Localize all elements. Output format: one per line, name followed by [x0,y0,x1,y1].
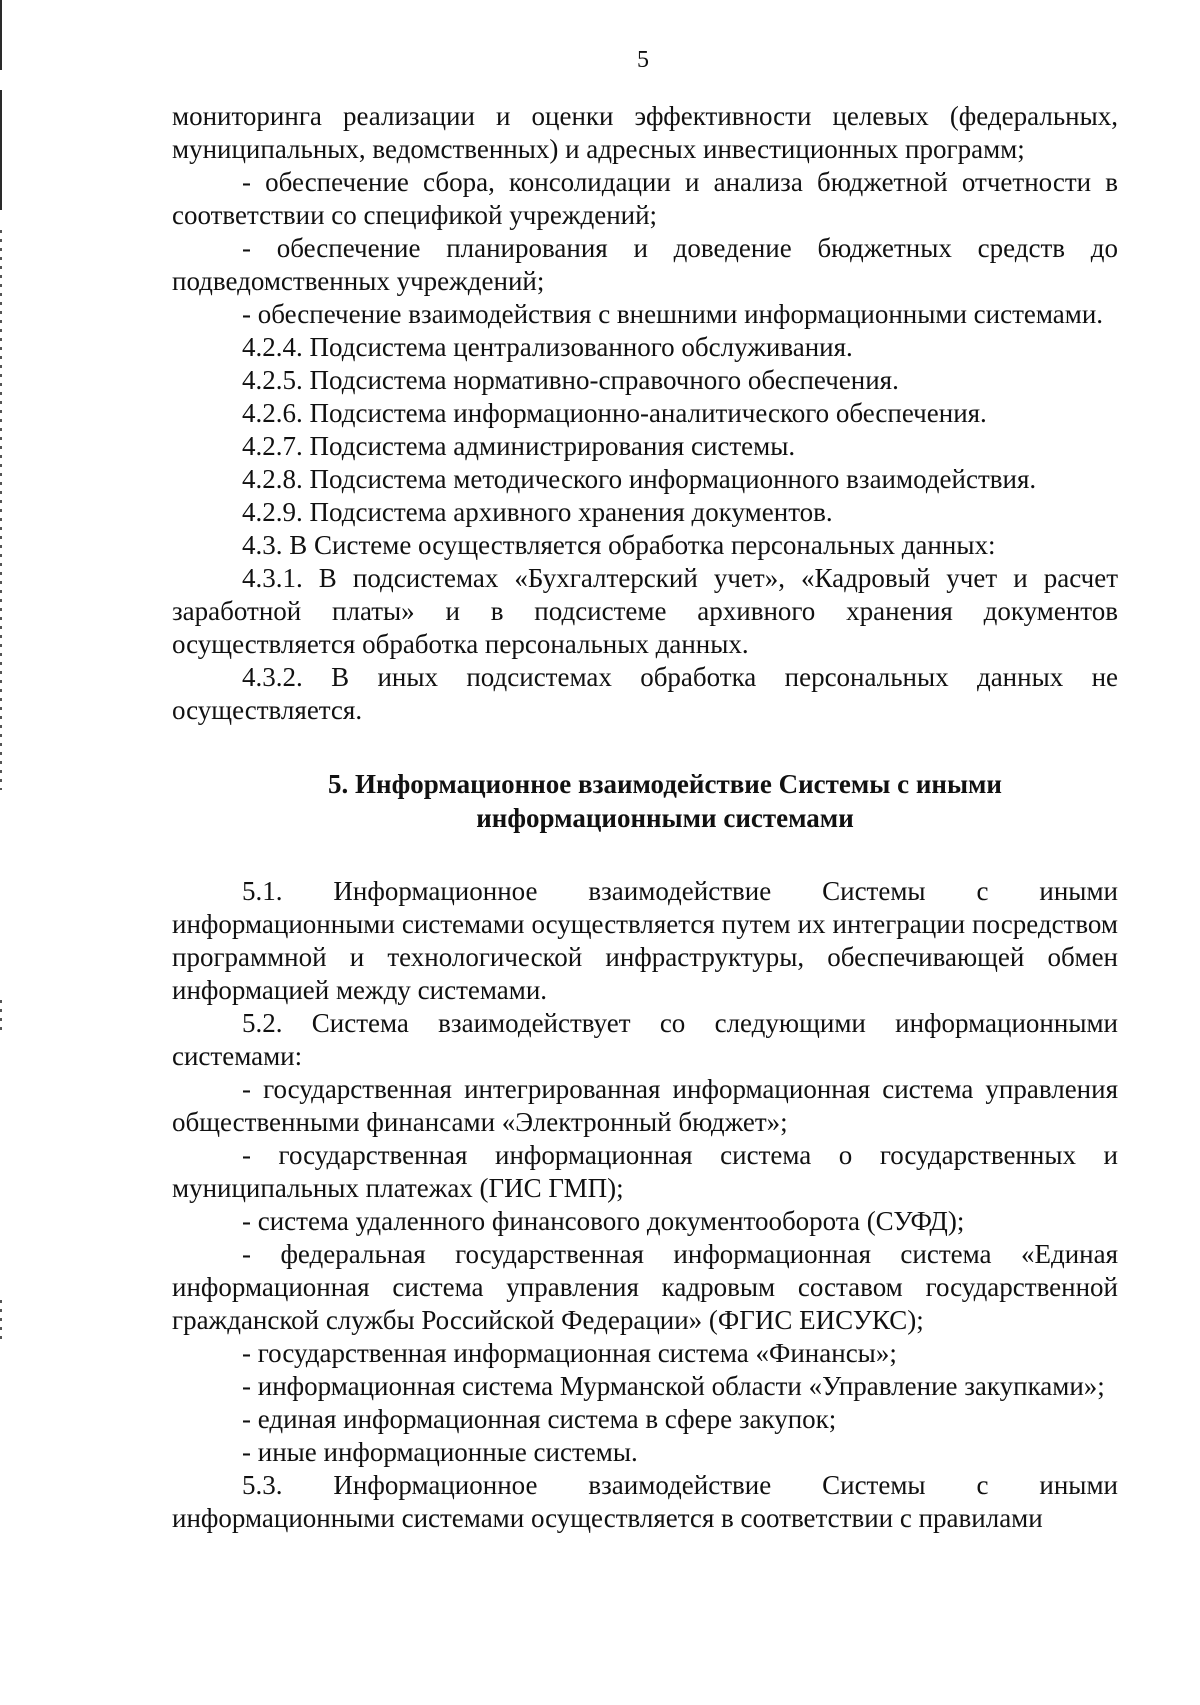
list-item: - государственная информационная система «Финансы»; [242,1338,897,1368]
clause: 5.1. Информационное взаимодействие Системы с иными информационными системами осуществляется путем их интеграции посредством программной и технологической инфраструктуры, обеспечивающей обмен информацией между системами. [172,876,1118,1005]
list-item: - единая информационная система в сфере закупок; [242,1404,837,1434]
clause: 4.2.4. Подсистема централизованного обслуживания. [242,332,853,362]
section-heading-line: 5. Информационное взаимодействие Системы с иными [328,769,1002,799]
clause: 5.2. Система взаимодействует со следующими информационными системами: [172,1008,1118,1071]
list-item: - государственная интегрированная информационная система управления общественными финансами «Электронный бюджет»; [172,1074,1118,1137]
clause: 4.2.7. Подсистема администрирования системы. [242,431,796,461]
list-item: - обеспечение взаимодействия с внешними информационными системами. [242,299,1104,329]
page-number: 5 [637,47,649,73]
list-item: - информационная система Мурманской области «Управление закупками»; [242,1371,1105,1401]
clause: 4.3.1. В подсистемах «Бухгалтерский учет», «Кадровый учет и расчет заработной платы» и в подсистеме архивного хранения документов осуществляется обработка персональных данных. [172,563,1118,659]
section-heading [172,767,1118,835]
document-body [172,100,1118,1535]
section-heading-line: информационными системами [476,803,854,833]
scan-edge-dots [0,1300,2,1340]
clause: 4.3. В Системе осуществляется обработка персональных данных: [242,530,996,560]
clause: 4.2.6. Подсистема информационно-аналитического обеспечения. [242,398,987,428]
clause: 4.2.5. Подсистема нормативно-справочного обеспечения. [242,365,899,395]
scan-edge-dots [0,230,2,790]
list-item: - обеспечение сбора, консолидации и анализа бюджетной отчетности в соответствии со спецификой учреждений; [172,167,1118,230]
paragraph: мониторинга реализации и оценки эффективности целевых (федеральных, муниципальных, ведомственных) и адресных инвестиционных программ; [172,101,1118,164]
list-item: - государственная информационная система о государственных и муниципальных платежах (ГИС ГМП); [172,1140,1118,1203]
list-item: - обеспечение планирования и доведение бюджетных средств до подведомственных учреждений; [172,233,1118,296]
list-item: - федеральная государственная информационная система «Единая информационная система управления кадровым составом государственной гражданской службы Российской Федерации» (ФГИС ЕИСУКС); [172,1239,1118,1335]
section-5-body [172,875,1118,1535]
clause: 4.2.9. Подсистема архивного хранения документов. [242,497,833,527]
clause: 4.2.8. Подсистема методического информационного взаимодействия. [242,464,1037,494]
scan-edge-dots [0,1000,2,1030]
clause: 4.3.2. В иных подсистемах обработка персональных данных не осуществляется. [172,662,1118,725]
clause: 5.3. Информационное взаимодействие Системы с иными информационными системами осуществляется в соответствии с правилами [172,1470,1118,1533]
list-item: - система удаленного финансового документооборота (СУФД); [242,1206,965,1236]
scan-edge-line [0,90,2,210]
section-4-continuation [172,100,1118,727]
list-item: - иные информационные системы. [242,1437,638,1467]
